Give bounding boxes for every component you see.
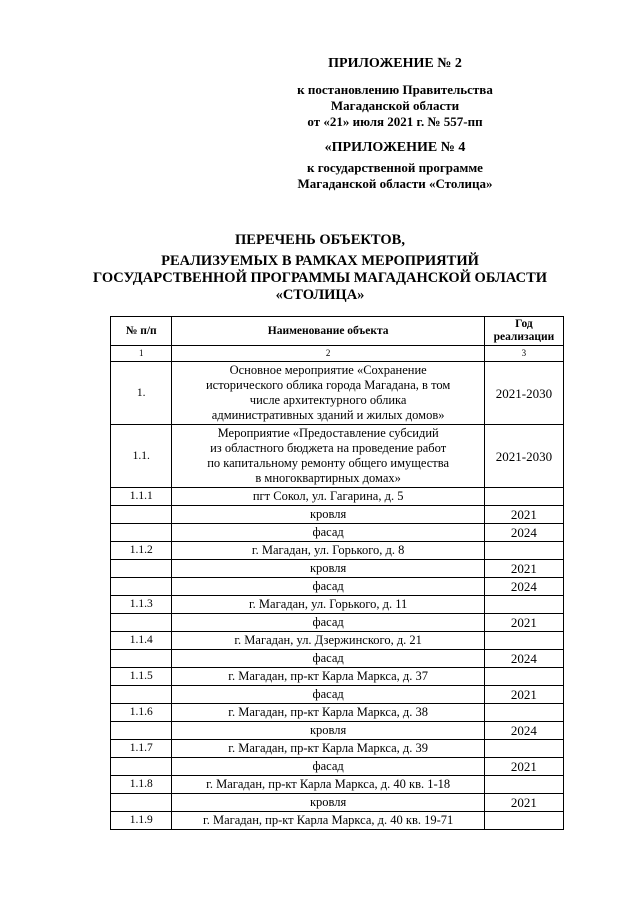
row-name: кровля	[172, 794, 484, 812]
table-row	[111, 686, 564, 704]
objects-table	[110, 316, 564, 830]
appendix-region-line: Магаданской области	[330, 98, 460, 113]
row-name	[172, 425, 484, 488]
row-num	[111, 686, 172, 704]
table-row	[111, 794, 564, 812]
header-num: № п/п	[111, 317, 172, 346]
row-name: г. Магадан, пр-кт Карла Маркса, д. 40 кв. 19-71	[172, 812, 484, 830]
row-name: фасад	[172, 614, 484, 632]
row-num	[111, 560, 172, 578]
row-year: 2021	[484, 506, 563, 524]
table-row	[111, 560, 564, 578]
row-num: 1.1.6	[111, 704, 172, 722]
row-year	[484, 776, 563, 794]
table-row	[111, 596, 564, 614]
row-num: 1.1.5	[111, 668, 172, 686]
table-row	[111, 506, 564, 524]
table-row	[111, 632, 564, 650]
row-year: 2021	[484, 758, 563, 776]
table-row	[111, 614, 564, 632]
row-year	[484, 542, 563, 560]
table-row	[111, 704, 564, 722]
row-num	[111, 758, 172, 776]
spacer	[230, 72, 560, 82]
row-name: кровля	[172, 560, 484, 578]
row-num	[111, 650, 172, 668]
row-name: г. Магадан, пр-кт Карла Маркса, д. 39	[172, 740, 484, 758]
row-year: 2024	[484, 650, 563, 668]
index-cell-1: 1	[111, 346, 172, 362]
appendix-decree-line: к постановлению Правительства	[297, 82, 493, 97]
table-row	[111, 758, 564, 776]
row-name: г. Магадан, пр-кт Карла Маркса, д. 40 кв. 1-18	[172, 776, 484, 794]
row-year	[484, 632, 563, 650]
row-num: 1.1.7	[111, 740, 172, 758]
table-index-row	[111, 346, 564, 362]
header-year: Год реализации	[484, 317, 563, 346]
row-year: 2021	[484, 686, 563, 704]
table-row	[111, 776, 564, 794]
row-num: 1.	[111, 362, 172, 425]
row-year	[484, 740, 563, 758]
row-name-line: Основное мероприятие «Сохранение	[229, 363, 427, 377]
appendix-program-line: к государственной программе	[307, 160, 483, 175]
row-name: фасад	[172, 758, 484, 776]
row-name: пгт Сокол, ул. Гагарина, д. 5	[172, 488, 484, 506]
row-num: 1.1.3	[111, 596, 172, 614]
spacer	[230, 130, 560, 140]
appendix-date-line: от «21» июля 2021 г. № 557-пп	[307, 114, 483, 129]
table-row	[111, 542, 564, 560]
table-row	[111, 740, 564, 758]
row-year	[484, 704, 563, 722]
table-row-major	[111, 425, 564, 488]
header-name: Наименование объекта	[172, 317, 484, 346]
title-line-1: ПЕРЕЧЕНЬ ОБЪЕКТОВ,	[235, 232, 405, 248]
row-year: 2021	[484, 560, 563, 578]
document-title	[40, 232, 600, 304]
table-row	[111, 488, 564, 506]
row-year: 2021	[484, 794, 563, 812]
row-year	[484, 668, 563, 686]
index-cell-2: 2	[172, 346, 484, 362]
appendix-number: ПРИЛОЖЕНИЕ № 2	[328, 56, 462, 71]
row-num: 1.1.8	[111, 776, 172, 794]
row-num	[111, 506, 172, 524]
title-line-3: ГОСУДАРСТВЕННОЙ ПРОГРАММЫ МАГАДАНСКОЙ ОБЛАСТИ	[92, 270, 548, 286]
row-year: 2024	[484, 524, 563, 542]
table-row	[111, 812, 564, 830]
row-name: фасад	[172, 686, 484, 704]
row-year: 2021-2030	[484, 362, 563, 425]
row-year	[484, 596, 563, 614]
row-year: 2021	[484, 614, 563, 632]
appendix-program-name: Магаданской области «Столица»	[297, 176, 493, 191]
row-num: 1.1.	[111, 425, 172, 488]
title-line-4: «СТОЛИЦА»	[275, 287, 365, 303]
row-num	[111, 722, 172, 740]
table-row-major	[111, 362, 564, 425]
appendix-sub-number: «ПРИЛОЖЕНИЕ № 4	[324, 140, 466, 155]
row-name-line: исторического облика города Магадана, в том	[205, 378, 451, 392]
row-name-line: Мероприятие «Предоставление субсидий	[217, 426, 439, 440]
table-row	[111, 722, 564, 740]
table-row	[111, 524, 564, 542]
row-name: г. Магадан, ул. Дзержинского, д. 21	[172, 632, 484, 650]
row-name-line: административных зданий и жилых домов»	[211, 408, 445, 422]
row-year: 2024	[484, 722, 563, 740]
row-num	[111, 614, 172, 632]
appendix-header	[230, 56, 560, 192]
row-num	[111, 794, 172, 812]
row-name: фасад	[172, 524, 484, 542]
row-name: г. Магадан, ул. Горького, д. 8	[172, 542, 484, 560]
row-num: 1.1.9	[111, 812, 172, 830]
row-name-line: из областного бюджета на проведение работ	[210, 441, 447, 455]
row-name: г. Магадан, ул. Горького, д. 11	[172, 596, 484, 614]
row-name: г. Магадан, пр-кт Карла Маркса, д. 38	[172, 704, 484, 722]
row-num	[111, 578, 172, 596]
table-row	[111, 578, 564, 596]
row-name: кровля	[172, 722, 484, 740]
row-name: г. Магадан, пр-кт Карла Маркса, д. 37	[172, 668, 484, 686]
table-row	[111, 668, 564, 686]
row-name-line: числе архитектурного облика	[249, 393, 407, 407]
row-num	[111, 524, 172, 542]
row-name	[172, 362, 484, 425]
index-cell-3: 3	[484, 346, 563, 362]
row-year	[484, 812, 563, 830]
row-num: 1.1.2	[111, 542, 172, 560]
row-num: 1.1.4	[111, 632, 172, 650]
row-year: 2021-2030	[484, 425, 563, 488]
row-name: фасад	[172, 650, 484, 668]
row-year: 2024	[484, 578, 563, 596]
title-line-2: РЕАЛИЗУЕМЫХ В РАМКАХ МЕРОПРИЯТИЙ	[161, 253, 479, 269]
row-name: кровля	[172, 506, 484, 524]
row-num: 1.1.1	[111, 488, 172, 506]
row-name-line: по капитальному ремонту общего имущества	[207, 456, 450, 470]
row-name-line: в многоквартирных домах»	[255, 471, 401, 485]
table-header-row	[111, 317, 564, 346]
row-name: фасад	[172, 578, 484, 596]
table-row	[111, 650, 564, 668]
row-year	[484, 488, 563, 506]
